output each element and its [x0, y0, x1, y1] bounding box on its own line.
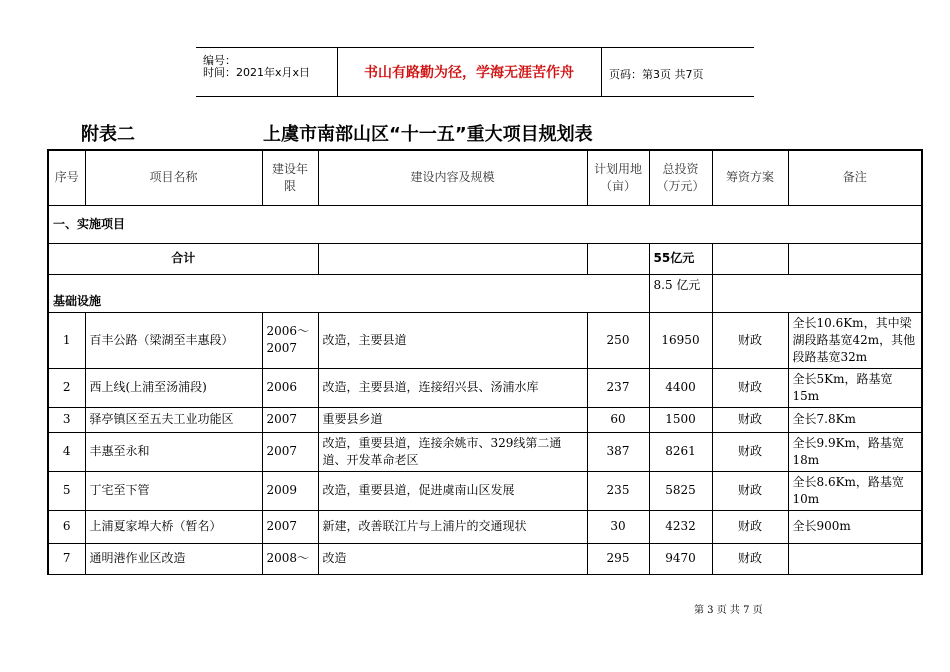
cell-funding: 财政: [712, 543, 788, 574]
cell-content: 新建，改善联江片与上浦片的交通现状: [318, 510, 587, 543]
header-funding: 筹资方案: [712, 150, 788, 205]
cell-investment: 4400: [649, 368, 712, 407]
cell-period: 2006～2007: [262, 312, 318, 368]
cell-remarks: 全长10.6Km，其中梁湖段路基宽42m，其他段路基宽32m: [788, 312, 922, 368]
cell-investment: 8261: [649, 432, 712, 471]
cell-period: 2008～: [262, 543, 318, 574]
doc-time-label: 时间：2021年x月x日: [203, 66, 311, 79]
subtotal-investment: 8.5 亿元: [649, 274, 712, 312]
cell-land: 235: [587, 471, 649, 510]
table-row: [48, 510, 922, 543]
cell-land: 250: [587, 312, 649, 368]
header-divider: [601, 47, 602, 96]
subtotal-row: [48, 274, 922, 312]
cell-name: 驿亭镇区至五夫工业功能区: [85, 407, 262, 432]
header-content: 建设内容及规模: [318, 150, 587, 205]
empty-cell: [712, 274, 922, 312]
motto: 书山有路勤为径，学海无涯苦作舟: [364, 65, 574, 81]
cell-land: 237: [587, 368, 649, 407]
header-investment: 总投资（万元）: [649, 150, 712, 205]
table-row: [48, 368, 922, 407]
cell-content: 改造，主要县道，连接绍兴县、汤浦水库: [318, 368, 587, 407]
cell-name: 通明港作业区改造: [85, 543, 262, 574]
page-title: 上虞市南部山区“十一五”重大项目规划表: [263, 124, 593, 145]
cell-seq: 3: [48, 407, 85, 432]
cell-investment: 1500: [649, 407, 712, 432]
cell-name: 丁宅至下管: [85, 471, 262, 510]
cell-land: 295: [587, 543, 649, 574]
cell-seq: 7: [48, 543, 85, 574]
cell-funding: 财政: [712, 312, 788, 368]
empty-cell: [788, 243, 922, 274]
cell-remarks: 全长5Km，路基宽15m: [788, 368, 922, 407]
cell-content: 重要县乡道: [318, 407, 587, 432]
cell-seq: 6: [48, 510, 85, 543]
cell-investment: 16950: [649, 312, 712, 368]
table-row: [48, 543, 922, 574]
cell-name: 上浦夏家埠大桥（暂名）: [85, 510, 262, 543]
cell-content: 改造，重要县道，连接余姚市、329线第二通道、开发革命老区: [318, 432, 587, 471]
cell-investment: 9470: [649, 543, 712, 574]
header-land: 计划用地（亩）: [587, 150, 649, 205]
table-header-row: [48, 150, 922, 205]
header-remarks: 备注: [788, 150, 922, 205]
total-row: [48, 243, 922, 274]
cell-land: 60: [587, 407, 649, 432]
empty-cell: [318, 243, 587, 274]
total-investment: 55亿元: [649, 243, 712, 274]
cell-period: 2007: [262, 510, 318, 543]
doc-code-label: 编号：: [203, 54, 236, 67]
cell-seq: 1: [48, 312, 85, 368]
header-seq: 序号: [48, 150, 85, 205]
section-title: 一、实施项目: [48, 205, 922, 243]
cell-content: 改造: [318, 543, 587, 574]
header-name: 项目名称: [85, 150, 262, 205]
header-period: 建设年限: [262, 150, 318, 205]
appendix-label: 附表二: [81, 124, 135, 145]
empty-cell: [587, 243, 649, 274]
cell-land: 387: [587, 432, 649, 471]
cell-investment: 5825: [649, 471, 712, 510]
cell-name: 百丰公路（梁湖至丰惠段）: [85, 312, 262, 368]
table-row: [48, 407, 922, 432]
cell-remarks: 全长900m: [788, 510, 922, 543]
cell-name: 西上线(上浦至汤浦段): [85, 368, 262, 407]
cell-period: 2006: [262, 368, 318, 407]
cell-seq: 4: [48, 432, 85, 471]
table-row: [48, 312, 922, 368]
cell-funding: 财政: [712, 432, 788, 471]
header-bottom-rule: [196, 96, 754, 97]
cell-period: 2009: [262, 471, 318, 510]
cell-content: 改造，主要县道: [318, 312, 587, 368]
section-row: [48, 205, 922, 243]
empty-cell: [712, 243, 788, 274]
cell-remarks: 全长8.6Km，路基宽10m: [788, 471, 922, 510]
cell-funding: 财政: [712, 510, 788, 543]
cell-remarks: 全长9.9Km，路基宽18m: [788, 432, 922, 471]
cell-funding: 财政: [712, 471, 788, 510]
header-top-rule: [196, 47, 754, 48]
subtotal-label: 基础设施: [48, 274, 649, 312]
cell-content: 改造，重要县道，促进虞南山区发展: [318, 471, 587, 510]
project-table: [47, 149, 923, 575]
cell-seq: 5: [48, 471, 85, 510]
cell-investment: 4232: [649, 510, 712, 543]
cell-remarks: [788, 543, 922, 574]
cell-period: 2007: [262, 407, 318, 432]
cell-land: 30: [587, 510, 649, 543]
cell-funding: 财政: [712, 368, 788, 407]
page-footer: 第 3 页 共 7 页: [694, 605, 763, 616]
table-row: [48, 432, 922, 471]
cell-seq: 2: [48, 368, 85, 407]
cell-name: 丰惠至永和: [85, 432, 262, 471]
cell-funding: 财政: [712, 407, 788, 432]
page-number-label: 页码：第3页 共7页: [609, 68, 704, 81]
cell-period: 2007: [262, 432, 318, 471]
table-row: [48, 471, 922, 510]
total-label: 合计: [48, 243, 318, 274]
cell-remarks: 全长7.8Km: [788, 407, 922, 432]
